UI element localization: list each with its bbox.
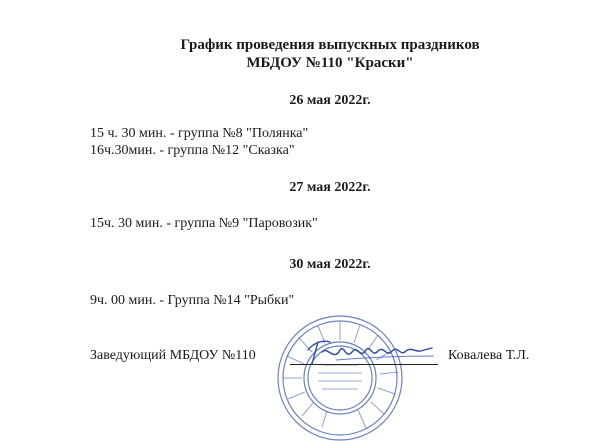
signer-position: Заведующий МБДОУ №110	[90, 348, 256, 363]
section-date-1: 26 мая 2022г.	[289, 93, 371, 108]
section-date-2: 27 мая 2022г.	[289, 180, 371, 195]
schedule-entry-2: 16ч.30мин. - группа №12 "Сказка"	[90, 143, 295, 158]
section-date-3: 30 мая 2022г.	[289, 257, 371, 272]
organization-stamp	[262, 310, 412, 441]
document-title-line-2: МБДОУ №110 "Краски"	[246, 55, 414, 71]
document-title-line-1: График проведения выпускных праздников	[180, 37, 480, 53]
signer-name: Ковалева Т.Л.	[448, 348, 530, 363]
schedule-entry-4: 9ч. 00 мин. - Группа №14 "Рыбки"	[90, 293, 295, 308]
handwritten-signature	[300, 336, 440, 370]
schedule-entry-1: 15 ч. 30 мин. - группа №8 "Полянка"	[90, 126, 309, 141]
schedule-entry-3: 15ч. 30 мин. - группа №9 "Паровозик"	[90, 216, 318, 231]
